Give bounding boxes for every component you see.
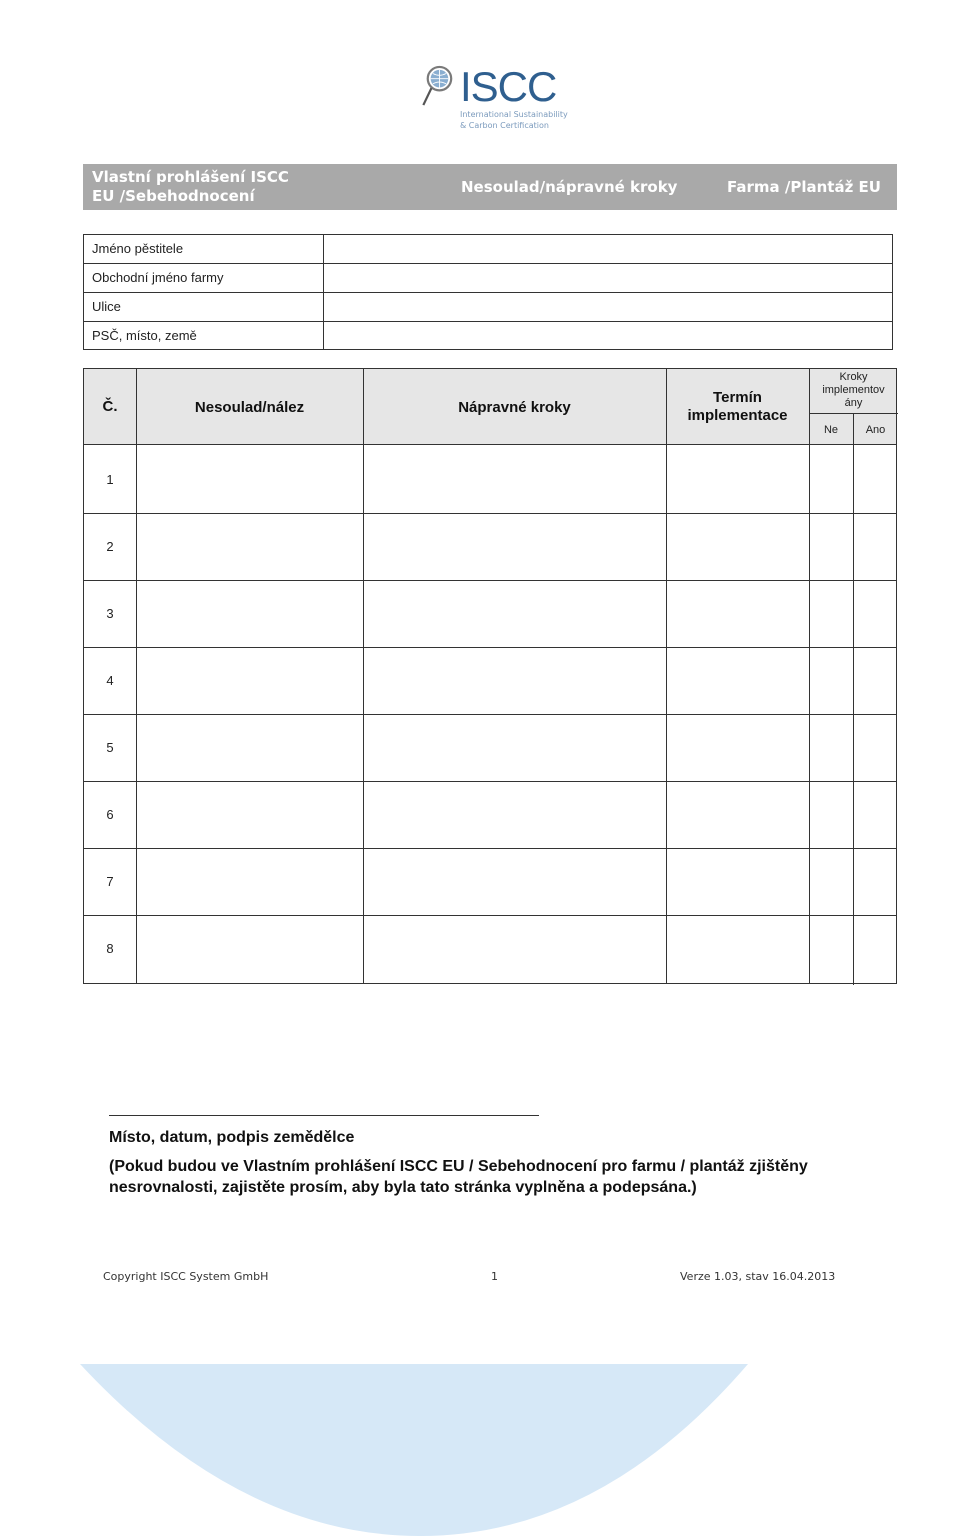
row-number: 1 <box>106 472 114 487</box>
footer-copyright: Copyright ISCC System GmbH <box>103 1270 269 1283</box>
header-implemented-line1: Kroky <box>839 371 868 383</box>
banner-left-title: Vlastní prohlášení ISCC EU /Sebehodnocení <box>92 168 289 205</box>
logo-brand: ISCC <box>460 63 557 110</box>
row-divider <box>84 714 896 715</box>
col-divider <box>853 413 854 985</box>
grower-info-table <box>83 234 893 350</box>
header-no: Ne <box>823 424 839 436</box>
row-number: 6 <box>106 807 114 822</box>
header-implemented-line2: implementov <box>822 384 885 396</box>
logo-tagline-2: & Carbon Certification <box>460 121 549 130</box>
globe-magnifier-icon <box>416 64 460 108</box>
header-number: Č. <box>102 398 118 415</box>
row-divider <box>84 848 896 849</box>
signature-line <box>109 1115 539 1116</box>
banner-center-title: Nesoulad/nápravné kroky <box>461 178 678 196</box>
info-label: PSČ, místo, země <box>92 328 197 343</box>
col-divider <box>363 369 364 983</box>
logo-tagline-1: International Sustainability <box>460 110 568 119</box>
row-number: 2 <box>106 539 114 554</box>
row-divider <box>84 781 896 782</box>
header-implemented-line3: ány <box>844 397 863 409</box>
header-deadline-line1: Termín <box>713 389 762 406</box>
info-label: Obchodní jméno farmy <box>92 270 224 285</box>
iscc-logo <box>408 60 568 135</box>
row-divider <box>84 513 896 514</box>
banner-right-title: Farma /Plantáž EU <box>727 178 881 196</box>
row-number: 3 <box>106 606 114 621</box>
header-yes: Ano <box>865 424 886 436</box>
header-sub-divider <box>809 413 898 414</box>
row-number: 7 <box>106 874 114 889</box>
info-row-farm-name <box>84 264 892 293</box>
footer-page-number: 1 <box>491 1270 498 1283</box>
info-label: Jméno pěstitele <box>92 241 184 256</box>
col-divider <box>809 369 810 983</box>
col-divider <box>666 369 667 983</box>
decorative-arc <box>0 1364 960 1536</box>
header-corrective: Nápravné kroky <box>458 399 571 416</box>
info-divider <box>323 235 324 349</box>
nonconformity-table <box>83 368 897 984</box>
row-number: 8 <box>106 941 114 956</box>
row-divider <box>84 915 896 916</box>
info-row-grower-name <box>84 235 892 264</box>
signature-label: Místo, datum, podpis zemědělce <box>109 1129 355 1146</box>
info-row-postal <box>84 322 892 351</box>
row-divider <box>84 580 896 581</box>
header-banner <box>83 164 897 210</box>
signature-note: (Pokud budou ve Vlastním prohlášení ISCC EU / Sebehodnocení pro farmu / plantáž zjištěny nesrovnalosti, zajistěte prosím, aby byla tato stránka vyplněna a podepsána.) <box>109 1158 808 1196</box>
header-finding: Nesoulad/nález <box>194 399 305 416</box>
footer-version: Verze 1.03, stav 16.04.2013 <box>680 1270 836 1283</box>
row-number: 5 <box>106 740 114 755</box>
row-divider <box>84 647 896 648</box>
header-deadline-line2: implementace <box>687 407 788 424</box>
info-row-street <box>84 293 892 322</box>
col-divider <box>136 369 137 983</box>
row-number: 4 <box>106 673 114 688</box>
info-label: Ulice <box>92 299 121 314</box>
header-implemented <box>809 371 898 410</box>
header-deadline <box>666 389 809 425</box>
